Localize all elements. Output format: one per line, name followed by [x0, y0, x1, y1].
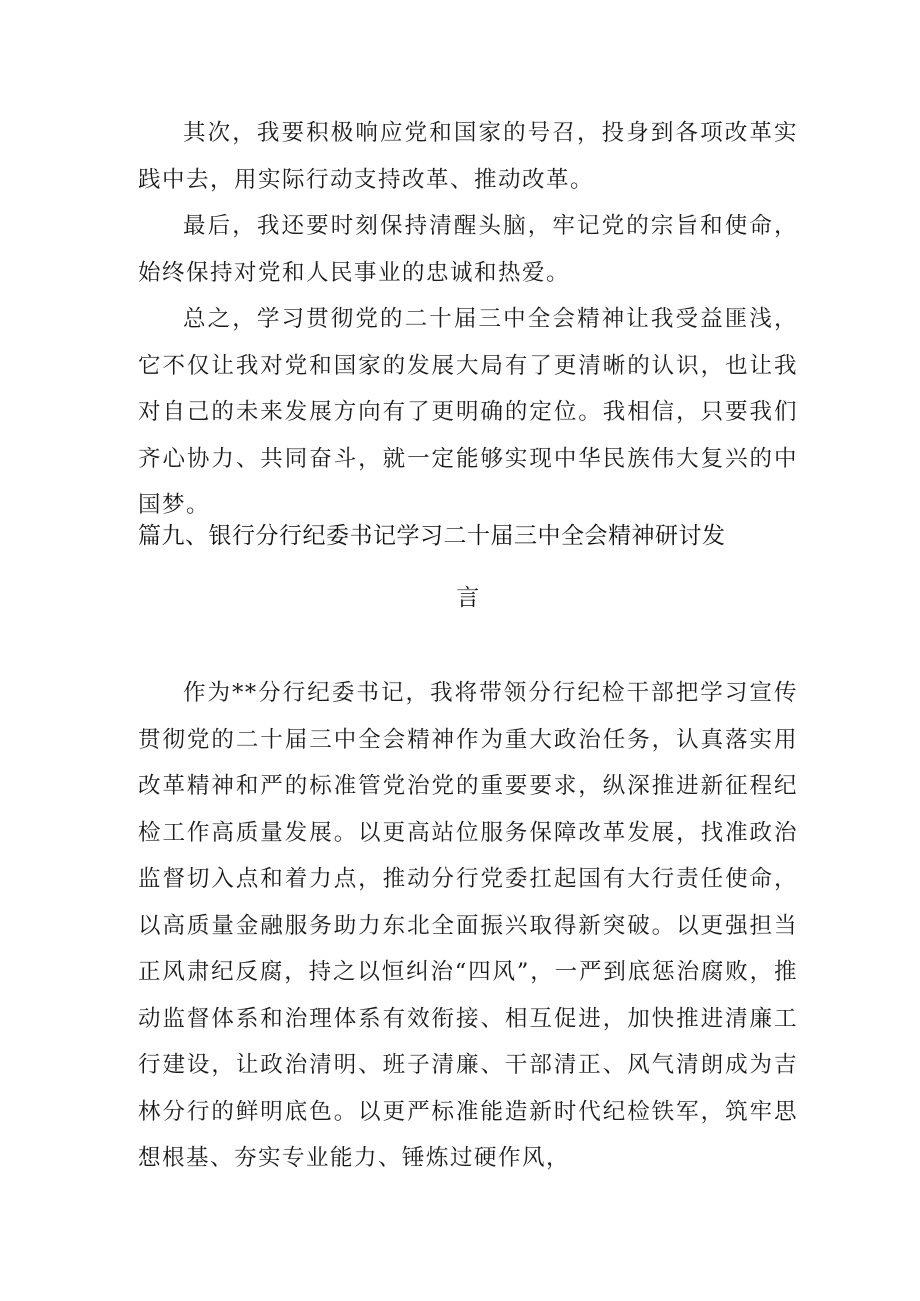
section-heading-line-1: 篇九、银行分行纪委书记学习二十届三中全会精神研讨发	[138, 523, 726, 549]
paragraph-reform-practice: 其次，我要积极响应党和国家的号召，投身到各项改革实践中去，用实际行动支持改革、推动改革。	[138, 120, 798, 193]
paragraph-discipline-secretary: 作为**分行纪委书记，我将带领分行纪检干部把学习宣传贯彻党的二十届三中全会精神作为重大政治任务，认真落实用改革精神和严的标准管党治党的重要要求，纵深推进新征程纪检工作高质量发展。以更高站位服务保障改革发展，找准政治监督切入点和着力点，推动分行党委扛起国有大行责任使命，以高质量金融服务助力东北全面振兴取得新突破。以更强担当正风肃纪反腐，持之以恒纠治“四风”，一严到底惩治腐败，推动监督体系和治理体系有效衔接、相互促进，加快推进清廉工行建设，让政治清明、班子清廉、干部清正、风气清朗成为吉林分行的鲜明底色。以更严标准能造新时代纪检铁军，筑牢思想根基、夯实专业能力、锤炼过硬作风，	[138, 680, 798, 1171]
paragraph-conclusion: 总之，学习贯彻党的二十届三中全会精神让我受益匪浅，它不仅让我对党和国家的发展大局有了更清晰的认识，也让我对自己的未来发展方向有了更明确的定位。我相信，只要我们齐心协力、共同奋斗，就一定能够实现中华民族伟大复兴的中国梦。	[138, 306, 798, 518]
paragraph-keep-clear-mind: 最后，我还要时刻保持清醒头脑，牢记党的宗旨和使命，始终保持对党和人民事业的忠诚和热爱。	[138, 213, 798, 286]
section-heading-line-2: 言	[456, 585, 480, 611]
